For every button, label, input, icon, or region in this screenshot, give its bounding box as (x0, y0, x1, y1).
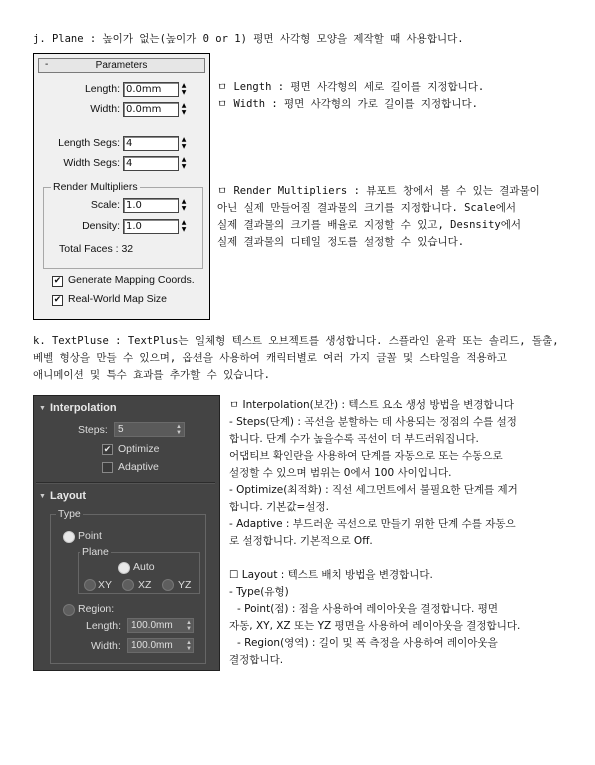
desc-line: 로 설정합니다. 기본적으로 Off. (229, 535, 373, 547)
plane-parameters-panel (33, 53, 210, 320)
real-world-label: Real-World Map Size (68, 293, 168, 305)
length-segs-label: Length Segs: (58, 137, 120, 149)
steps-label: Steps: (78, 424, 108, 436)
adaptive-checkbox[interactable] (102, 462, 113, 473)
desc-line: - Region(영역) : 길이 및 폭 측정을 사용하여 레이아웃을 (237, 637, 498, 649)
plane-group-title: Plane (82, 546, 109, 558)
textplus-description (229, 397, 569, 669)
region-width-label: Width: (91, 640, 121, 652)
width-field[interactable]: 0.0mm (123, 102, 179, 117)
optimize-checkbox[interactable]: ✔ (103, 444, 112, 454)
length-spinner[interactable]: ▲ ▼ (181, 82, 187, 96)
type-group-title: Type (58, 508, 81, 520)
expand-triangle-icon[interactable]: ▼ (39, 493, 46, 500)
adaptive-label: Adaptive (118, 461, 159, 473)
xz-radio[interactable] (122, 579, 134, 591)
scale-spinner[interactable]: ▲ ▼ (181, 198, 187, 212)
textplus-panel (33, 395, 220, 671)
desc-line: - Steps(단계) : 곡선을 분할하는 데 사용되는 정점의 수를 설정 (229, 416, 517, 428)
parameters-rollout-header[interactable] (38, 58, 205, 73)
width-label: Width: (90, 103, 120, 115)
yz-label: YZ (178, 579, 192, 591)
length-segs-field[interactable]: 4 (123, 136, 179, 151)
desc-line: 자동, XY, XZ 또는 YZ 평면을 사용하여 레이아웃을 결정합니다. (229, 620, 521, 632)
desc-line: ☐ Layout : 텍스트 배치 방법을 변경합니다. (229, 569, 433, 581)
desc-line: 결정합니다. (229, 654, 284, 666)
density-field[interactable]: 1.0 (123, 219, 179, 234)
yz-radio[interactable] (162, 579, 174, 591)
desc-render-1: ㅁ Render Multipliers : 뷰포트 창에서 볼 수 있는 결과물이 (217, 185, 540, 197)
section-k-line-1: k. TextPluse : TextPlus는 일체형 텍스트 오브젝트를 생성합니다. 스플라인 윤곽 또는 솔리드, 돌출, (33, 335, 559, 347)
region-length-spinner[interactable]: ▲ ▼ (186, 620, 192, 632)
desc-line: - Optimize(최적화) : 직선 세그먼트에서 불필요한 단계를 제거 (229, 484, 518, 496)
density-spinner[interactable]: ▲ ▼ (181, 219, 187, 233)
optimize-label: Optimize (118, 443, 160, 455)
gen-mapping-label: Generate Mapping Coords. (68, 274, 195, 286)
desc-line: 설정할 수 있으며 범위는 0에서 100 사이입니다. (229, 467, 452, 479)
desc-width: ㅁ Width : 평면 사각형의 가로 길이를 지정합니다. (217, 98, 478, 110)
auto-label: Auto (133, 561, 155, 573)
steps-spinner[interactable]: ▲ ▼ (176, 424, 182, 436)
desc-render-3: 실제 결과물의 크기를 배율로 지정할 수 있고, Desnsity에서 (217, 219, 522, 231)
gen-mapping-checkbox[interactable]: ✔ (53, 276, 62, 286)
xy-label: XY (98, 579, 113, 591)
xy-radio[interactable] (84, 579, 96, 591)
total-faces: Total Faces : 32 (59, 243, 134, 255)
length-field[interactable]: 0.0mm (123, 82, 179, 97)
density-label: Density: (82, 220, 120, 232)
section-k-line-2: 베벨 형상을 만들 수 있으며, 옵션을 사용하여 캐릭터별로 여러 가지 글꼴 및 스타일을 적용하고 (33, 352, 507, 364)
desc-line: 합니다. 기본값=설정. (229, 501, 329, 513)
collapse-icon[interactable]: - (45, 59, 49, 70)
desc-line: - Adaptive : 부드러운 곡선으로 만들기 위한 단계 수를 자동으 (229, 518, 516, 530)
layout-rollout-title[interactable]: Layout (50, 490, 87, 502)
rollout-separator (36, 482, 215, 484)
section-j-heading: j. Plane : 높이가 없는(높이가 0 or 1) 평면 사각형 모양을 제작할 때 사용합니다. (33, 33, 464, 45)
desc-line: 어댑티브 확인란을 사용하여 단계를 자동으로 또는 수동으로 (229, 450, 503, 462)
width-segs-label: Width Segs: (63, 157, 120, 169)
length-segs-spinner[interactable]: ▲ ▼ (181, 136, 187, 150)
desc-spacer (229, 550, 569, 567)
desc-render-2: 아닌 실제 만들어질 결과물의 크기를 지정합니다. Scale에서 (217, 202, 517, 214)
point-label: Point (78, 530, 102, 542)
auto-radio[interactable] (118, 562, 130, 574)
region-length-field[interactable]: 100.0mm (127, 618, 194, 633)
scale-label: Scale: (90, 199, 120, 211)
width-segs-spinner[interactable]: ▲ ▼ (181, 156, 187, 170)
width-spinner[interactable]: ▲ ▼ (181, 102, 187, 116)
desc-line: 합니다. 단계 수가 높을수록 곡선이 더 부드러워집니다. (229, 433, 479, 445)
desc-render-4: 실제 결과물의 디테일 정도를 설정할 수 있습니다. (217, 236, 465, 248)
interpolation-rollout-title[interactable]: Interpolation (50, 402, 117, 414)
expand-triangle-icon[interactable]: ▼ (39, 405, 46, 412)
xz-label: XZ (138, 579, 152, 591)
point-radio[interactable] (63, 531, 75, 543)
desc-line: - Type(유형) (229, 586, 289, 598)
region-radio[interactable] (63, 604, 75, 616)
width-segs-field[interactable]: 4 (123, 156, 179, 171)
rollout-title: Parameters (95, 60, 148, 71)
render-multipliers-title: Render Multipliers (53, 181, 138, 193)
section-k-line-3: 애니메이션 및 특수 효과를 추가할 수 있습니다. (33, 369, 270, 381)
desc-line: ㅁ Interpolation(보간) : 텍스트 요소 생성 방법을 변경합니다 (229, 399, 514, 411)
region-length-label: Length: (86, 620, 122, 632)
region-width-spinner[interactable]: ▲ ▼ (186, 640, 192, 652)
region-label: Region: (78, 603, 115, 615)
desc-length: ㅁ Length : 평면 사각형의 세로 길이를 지정합니다. (217, 81, 485, 93)
desc-line: - Point(점) : 점을 사용하여 레이아웃을 결정합니다. 평면 (237, 603, 499, 615)
real-world-checkbox[interactable]: ✔ (53, 295, 62, 305)
steps-field[interactable]: 5 (114, 422, 185, 437)
region-width-field[interactable]: 100.0mm (127, 638, 194, 653)
length-label: Length: (84, 83, 120, 95)
scale-field[interactable]: 1.0 (123, 198, 179, 213)
